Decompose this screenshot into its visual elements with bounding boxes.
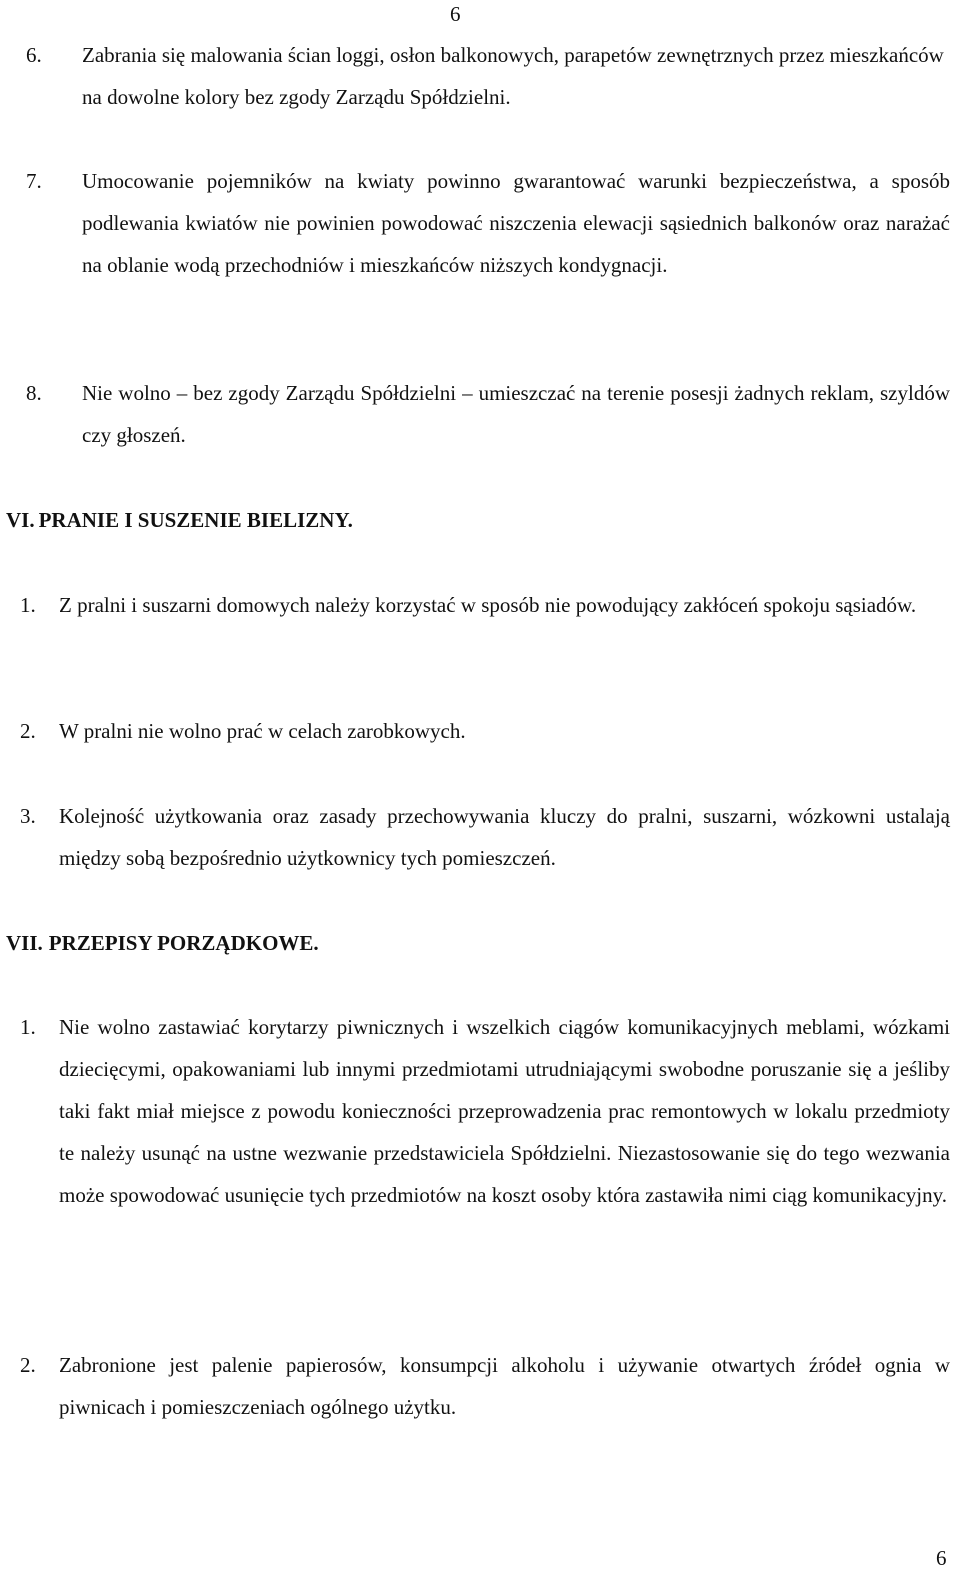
item-text: W pralni nie wolno prać w celach zarobkowych. xyxy=(59,719,466,743)
item-text: Nie wolno zastawiać korytarzy piwnicznych i wszelkich ciągów komunikacyjnych meblami, wózkami dziecięcymi, opakowaniami lub innymi przedmiotami utrudniającymi swobodne poruszanie się a jeśliby taki fakt miał miejsce z powodu konieczności przeprowadzenia prac remontowych w lokalu przedmioty te należy usunąć na ustne wezwanie przedstawiciela Spółdzielni. Niezastosowanie się do tego wezwania może spowodować usunięcie tych przedmiotów na koszt osoby która zastawiła nimi ciąg komunikacyjny. xyxy=(59,1015,950,1207)
item-number: 7. xyxy=(26,169,42,193)
section-title: PRANIE I SUSZENIE BIELIZNY. xyxy=(38,508,353,532)
item-number: 2. xyxy=(20,719,36,743)
item-text: Umocowanie pojemników na kwiaty powinno gwarantować warunki bezpieczeństwa, a sposób podlewania kwiatów nie powinien powodować niszczenia elewacji sąsiednich balkonów oraz narażać na oblanie wodą przechodniów i mieszkańców niższych kondygnacji. xyxy=(82,169,950,277)
section-heading-vii xyxy=(6,929,319,957)
list-item-vii-2 xyxy=(20,1344,950,1428)
list-item-vi-1 xyxy=(20,584,950,626)
list-item-7 xyxy=(26,160,950,286)
item-text: Zabronione jest palenie papierosów, konsumpcji alkoholu i używanie otwartych źródeł ognia w piwnicach i pomieszczeniach ogólnego użytku. xyxy=(59,1353,950,1419)
item-text: Nie wolno – bez zgody Zarządu Spółdzielni – umieszczać na terenie posesji żadnych reklam, szyldów czy głoszeń. xyxy=(82,381,950,447)
item-number: 2. xyxy=(20,1353,36,1377)
item-number: 6. xyxy=(26,43,42,67)
item-text: Kolejność użytkowania oraz zasady przechowywania kluczy do pralni, suszarni, wózkowni ustalają między sobą bezpośrednio użytkownicy tych pomieszczeń. xyxy=(59,804,950,870)
section-number: VI. xyxy=(6,508,35,532)
section-heading-vi xyxy=(6,506,353,534)
item-number: 1. xyxy=(20,1015,36,1039)
list-item-6 xyxy=(26,34,950,118)
list-item-vi-3 xyxy=(20,795,950,879)
page-number-top: 6 xyxy=(450,2,461,26)
section-title: PRZEPISY PORZĄDKOWE. xyxy=(48,931,319,955)
list-item-vii-1 xyxy=(20,1006,950,1216)
item-text: Zabrania się malowania ścian loggi, osłon balkonowych, parapetów zewnętrznych przez mieszkańców na dowolne kolory bez zgody Zarządu Spółdzielni. xyxy=(82,43,944,109)
page-number-bottom: 6 xyxy=(936,1546,947,1570)
item-text: Z pralni i suszarni domowych należy korzystać w sposób nie powodujący zakłóceń spokoju sąsiadów. xyxy=(59,593,917,617)
section-number: VII. xyxy=(6,931,43,955)
list-item-8 xyxy=(26,372,950,456)
list-item-vi-2 xyxy=(20,710,950,752)
item-number: 8. xyxy=(26,381,42,405)
item-number: 3. xyxy=(20,804,36,828)
item-number: 1. xyxy=(20,593,36,617)
